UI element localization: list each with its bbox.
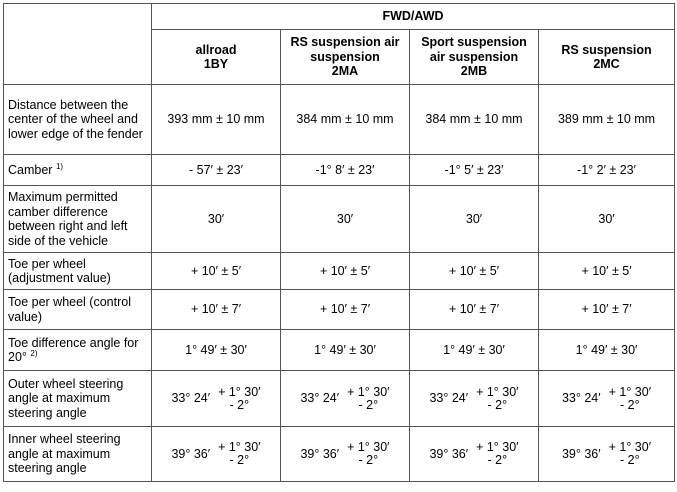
tolerance-base: 33° 24′ — [300, 391, 340, 406]
table-cell: 384 mm ± 10 mm — [281, 85, 410, 155]
tolerance-plus: + 1° 30′ — [476, 440, 519, 454]
footnote-marker: 2) — [30, 348, 38, 358]
table-cell: 389 mm ± 10 mm — [539, 85, 675, 155]
column-header — [152, 30, 281, 85]
tolerance-plus: + 1° 30′ — [608, 440, 652, 454]
table-cell — [152, 427, 281, 482]
table-row — [4, 371, 675, 427]
column-header-line1: Sport suspension — [421, 35, 527, 50]
tolerance-minus: - 2° — [358, 397, 379, 412]
tolerance-stack — [347, 441, 389, 467]
table-row — [4, 253, 675, 290]
header-empty-cell — [4, 4, 152, 85]
table-cell: + 10′ ± 7′ — [539, 290, 675, 330]
row-label — [4, 253, 152, 290]
table-cell: -1° 5′ ± 23′ — [410, 155, 539, 186]
tolerance-stack — [476, 441, 518, 467]
tolerance-stack — [609, 386, 651, 412]
table-cell: -1° 8′ ± 23′ — [281, 155, 410, 186]
tolerance-base: 33° 24′ — [561, 391, 601, 406]
spec-table-wrapper — [3, 3, 675, 482]
row-label — [4, 330, 152, 371]
table-cell: + 10′ ± 7′ — [152, 290, 281, 330]
row-label — [4, 85, 152, 155]
column-header — [539, 30, 675, 85]
tolerance-stack — [476, 386, 518, 412]
table-cell: 30′ — [152, 186, 281, 253]
column-header-line1: RS suspension air — [290, 35, 400, 50]
table-cell — [539, 427, 675, 482]
header-group-row — [4, 4, 675, 30]
tolerance-stack — [347, 386, 389, 412]
table-cell — [410, 427, 539, 482]
table-cell — [539, 371, 675, 427]
table-row — [4, 330, 675, 371]
column-header-code: 2MC — [593, 57, 620, 71]
tolerance-base: 39° 36′ — [171, 446, 211, 461]
table-cell: - 57′ ± 23′ — [152, 155, 281, 186]
table-row — [4, 155, 675, 186]
table-cell: + 10′ ± 5′ — [410, 253, 539, 290]
tolerance-base: 39° 36′ — [300, 446, 340, 461]
column-header-code: 1BY — [203, 57, 229, 71]
group-header: FWD/AWD — [152, 4, 675, 30]
table-cell: 393 mm ± 10 mm — [152, 85, 281, 155]
row-label-text: Outer wheel steering angle at maximum steering angle — [8, 376, 124, 420]
column-header-line2: suspension — [310, 49, 380, 64]
table-row — [4, 186, 675, 253]
column-header-line1: allroad — [195, 42, 237, 57]
table-cell: 1° 49′ ± 30′ — [539, 330, 675, 371]
table-cell: 30′ — [539, 186, 675, 253]
row-label — [4, 290, 152, 330]
table-cell: + 10′ ± 7′ — [410, 290, 539, 330]
column-header-code: 2MA — [331, 64, 359, 79]
table-cell — [281, 427, 410, 482]
table-cell: + 10′ ± 5′ — [281, 253, 410, 290]
tolerance-base: 39° 36′ — [561, 446, 601, 461]
tolerance-minus: - 2° — [358, 453, 379, 467]
table-cell — [410, 371, 539, 427]
tolerance-minus: - 2° — [487, 397, 508, 412]
table-cell: 1° 49′ ± 30′ — [152, 330, 281, 371]
table-cell: 1° 49′ ± 30′ — [281, 330, 410, 371]
table-cell: + 10′ ± 7′ — [281, 290, 410, 330]
column-header — [281, 30, 410, 85]
column-header — [410, 30, 539, 85]
table-cell: 30′ — [410, 186, 539, 253]
tolerance-plus: + 1° 30′ — [218, 440, 261, 454]
row-label-text: Toe difference angle for 20° — [8, 335, 139, 364]
table-cell: -1° 2′ ± 23′ — [539, 155, 675, 186]
table-cell: 30′ — [281, 186, 410, 253]
table-row — [4, 427, 675, 482]
row-label-text: Maximum permitted camber difference between right and left side of the vehicle — [8, 190, 128, 248]
tolerance-plus: + 1° 30′ — [476, 384, 519, 399]
table-row — [4, 85, 675, 155]
tolerance-plus: + 1° 30′ — [347, 384, 390, 399]
tolerance-plus: + 1° 30′ — [608, 384, 652, 399]
row-label-text: Distance between the center of the wheel and lower edge of the fender — [8, 97, 143, 141]
row-label — [4, 186, 152, 253]
row-label — [4, 427, 152, 482]
tolerance-base: 33° 24′ — [171, 391, 211, 406]
row-label — [4, 371, 152, 427]
column-header-line2: air suspension — [429, 49, 519, 64]
column-header-line1: RS suspension — [561, 42, 652, 57]
row-label-text: Toe per wheel (adjustment value) — [8, 256, 111, 285]
row-label-text: Inner wheel steering angle at maximum steering angle — [8, 432, 121, 476]
tolerance-plus: + 1° 30′ — [347, 440, 390, 454]
table-cell — [152, 371, 281, 427]
tolerance-stack — [218, 441, 260, 467]
table-cell — [281, 371, 410, 427]
row-label-text: Camber — [8, 162, 53, 177]
tolerance-minus: - 2° — [229, 453, 250, 467]
tolerance-base: 33° 24′ — [429, 391, 469, 406]
tolerance-minus: - 2° — [229, 397, 250, 412]
row-label-text: Toe per wheel (control value) — [8, 295, 131, 324]
table-cell: + 10′ ± 5′ — [152, 253, 281, 290]
tolerance-base: 39° 36′ — [429, 446, 469, 461]
table-cell: + 10′ ± 5′ — [539, 253, 675, 290]
tolerance-minus: - 2° — [487, 453, 508, 467]
tolerance-stack — [218, 386, 260, 412]
tolerance-stack — [609, 441, 651, 467]
footnote-marker: 1) — [55, 161, 64, 171]
tolerance-minus: - 2° — [620, 397, 640, 412]
table-cell: 384 mm ± 10 mm — [410, 85, 539, 155]
wheel-alignment-table — [3, 3, 675, 482]
table-cell: 1° 49′ ± 30′ — [410, 330, 539, 371]
column-header-code: 2MB — [460, 64, 488, 79]
table-row — [4, 290, 675, 330]
tolerance-minus: - 2° — [620, 453, 640, 467]
tolerance-plus: + 1° 30′ — [218, 384, 261, 399]
row-label — [4, 155, 152, 186]
